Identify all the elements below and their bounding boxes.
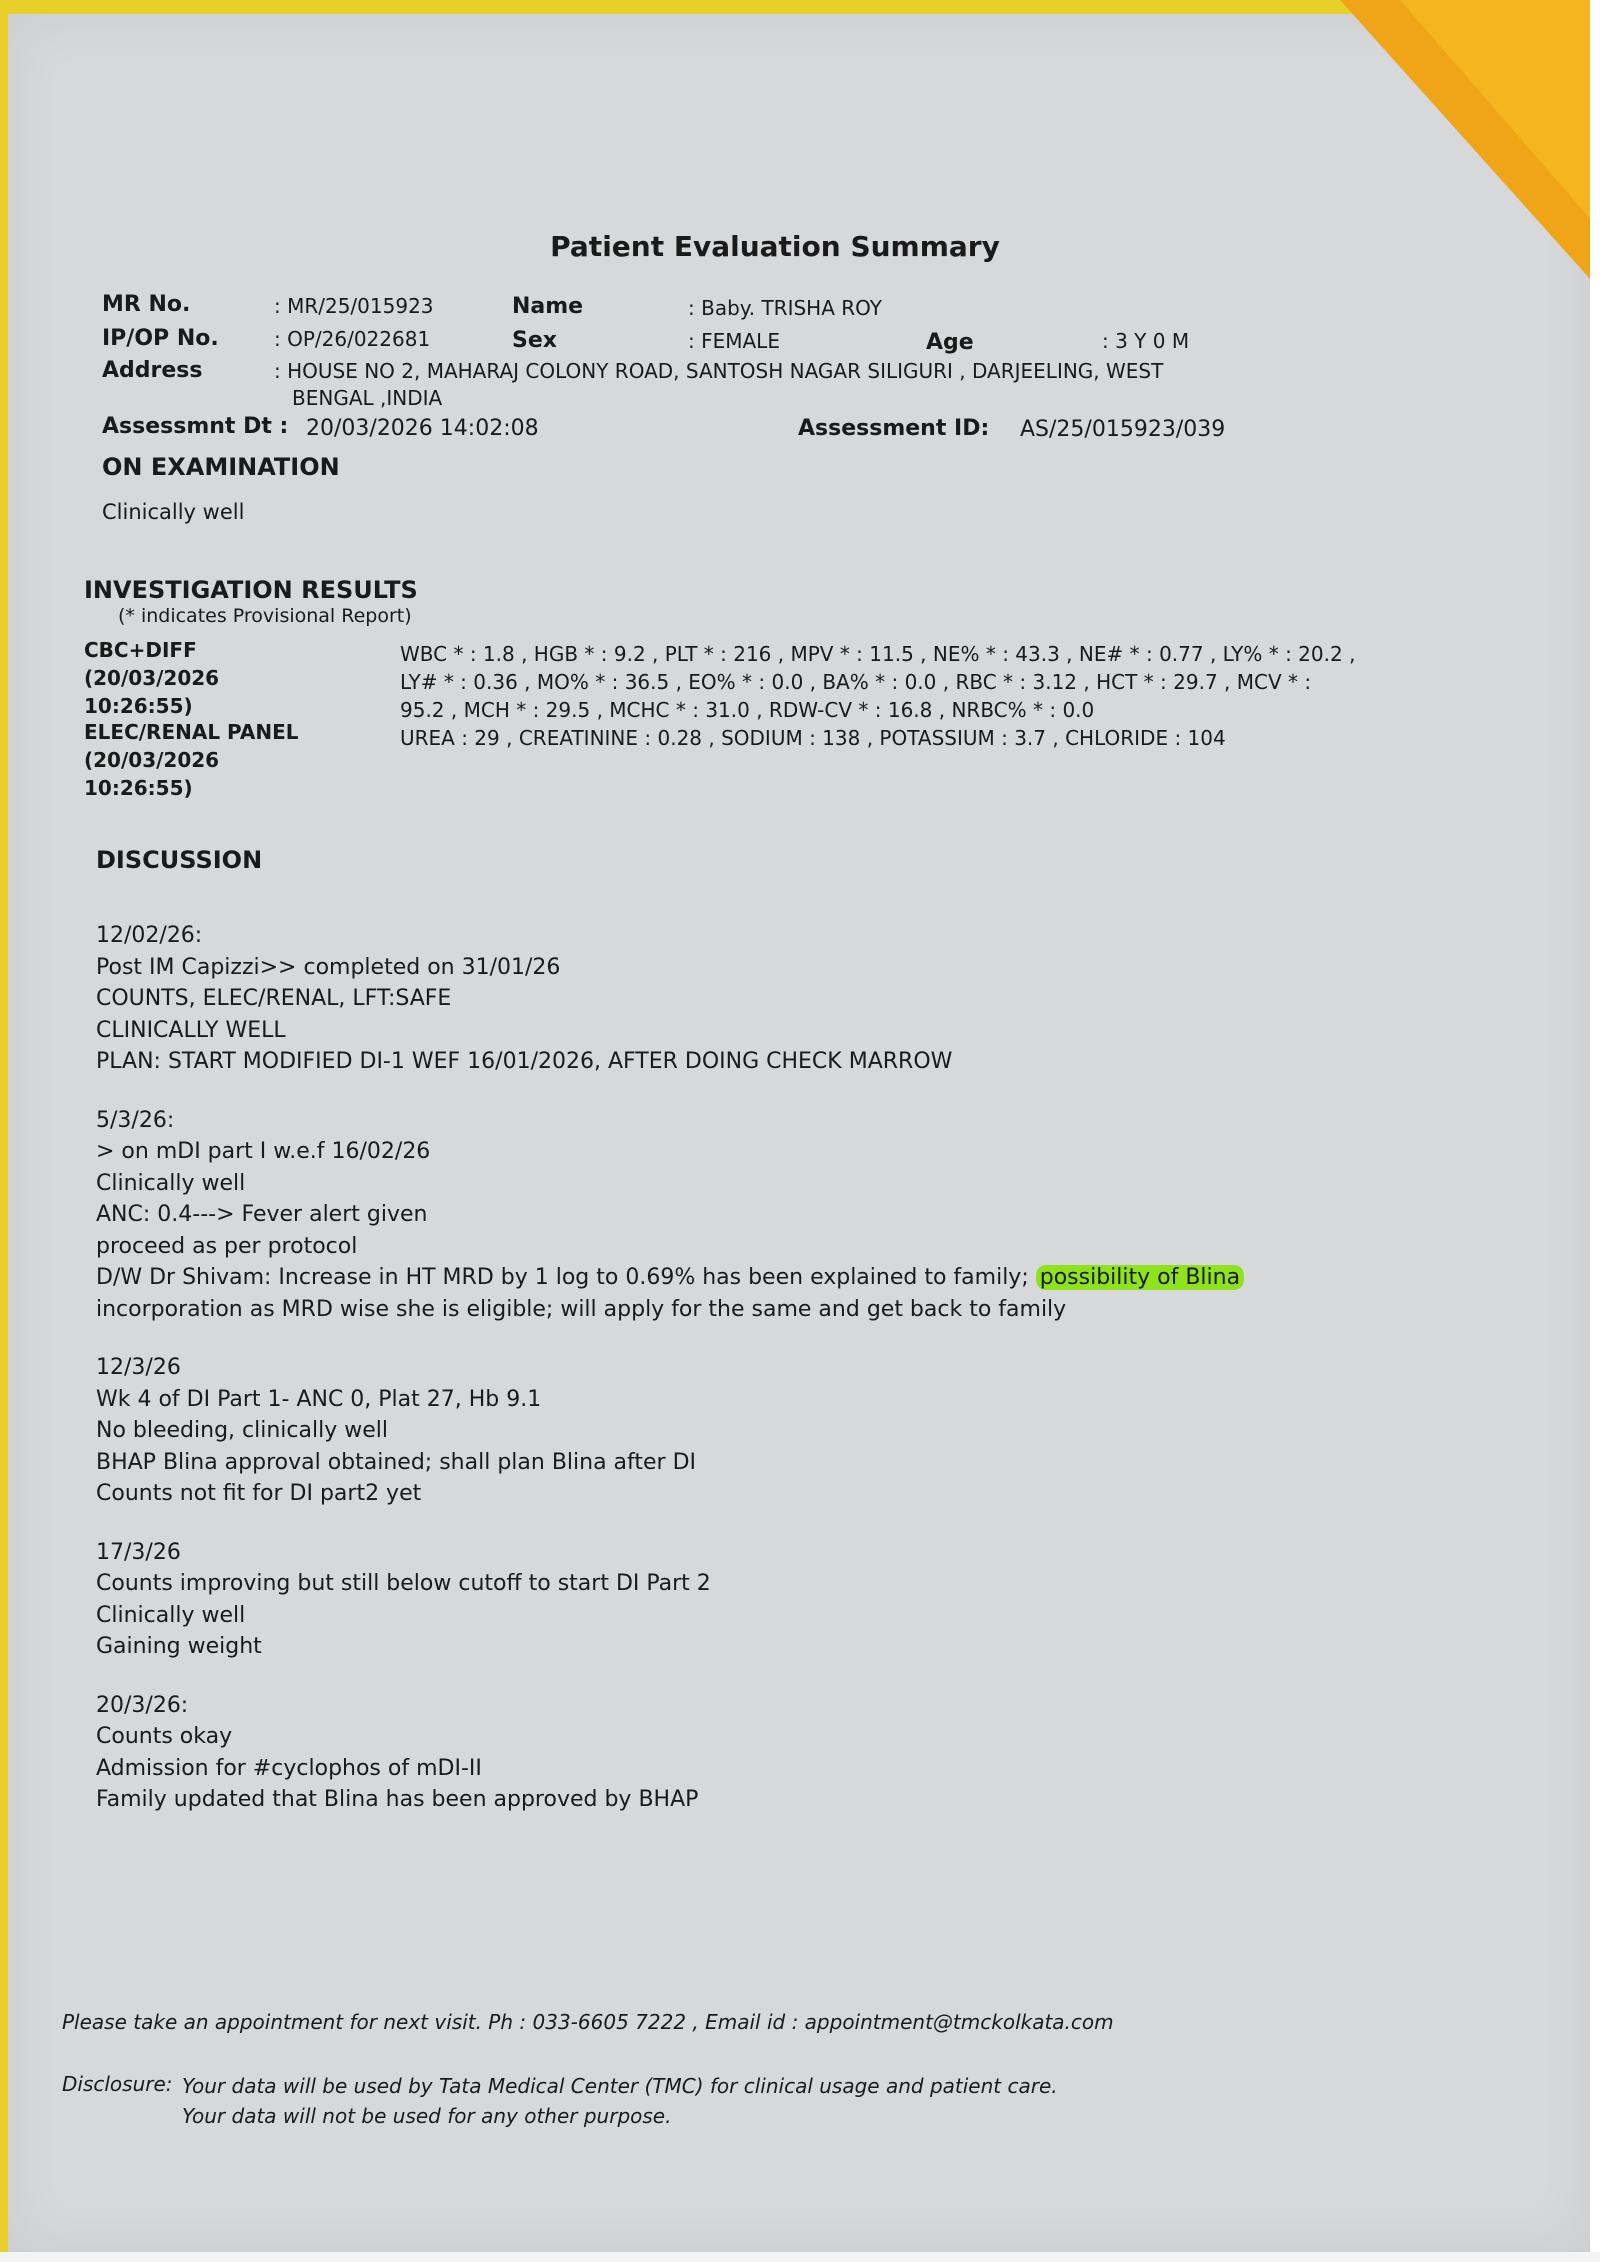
discussion-line: Clinically well xyxy=(96,1602,246,1628)
discussion-line: BHAP Blina approval obtained; shall plan Blina after DI xyxy=(96,1449,697,1475)
elec-renal-time-line: 10:26:55) xyxy=(84,776,193,800)
discussion-line: Counts not fit for DI part2 yet xyxy=(96,1481,422,1506)
discussion-line: incorporation as MRD wise she is eligible; will apply for the same and get back to family xyxy=(96,1296,1067,1322)
discussion-line: Counts okay xyxy=(96,1724,233,1749)
discussion-date: 17/3/26 xyxy=(96,1539,181,1565)
discussion-date: 12/02/26: xyxy=(96,923,203,948)
discussion-line: PLAN: START MODIFIED DI-1 WEF 16/01/2026, AFTER DOING CHECK MARROW xyxy=(96,1049,953,1074)
discussion-line-pre: D/W Dr Shivam: Increase in HT MRD by 1 log to 0.69% has been explained to family; xyxy=(96,1265,1036,1290)
cbc-diff-time-line: 10:26:55) xyxy=(84,694,193,718)
address-label: Address xyxy=(102,358,203,383)
elec-renal-label-line: ELEC/RENAL PANEL xyxy=(84,720,299,744)
sex-value: : FEMALE xyxy=(688,329,780,353)
discussion-line: Family updated that Blina has been approved by BHAP xyxy=(96,1787,699,1812)
discussion-line: Clinically well xyxy=(96,1170,246,1196)
disclosure-line-2: Your data will not be used for any other purpose. xyxy=(182,2104,672,2128)
name-value: : Baby. TRISHA ROY xyxy=(688,296,883,320)
discussion-heading: DISCUSSION xyxy=(96,846,263,874)
discussion-line: Gaining weight xyxy=(96,1634,262,1659)
elec-renal-date-line: (20/03/2026 xyxy=(84,748,220,772)
cbc-diff-date-line: (20/03/2026 xyxy=(84,666,220,690)
disclosure-label: Disclosure: xyxy=(62,2072,173,2096)
discussion-body xyxy=(96,920,1244,1816)
elec-renal-result: UREA : 29 , CREATININE : 0.28 , SODIUM : 138 , POTASSIUM : 3.7 , CHLORIDE : 104 xyxy=(400,726,1226,750)
assessment-id-label: Assessment ID: xyxy=(798,416,990,441)
address-line-2: BENGAL ,INDIA xyxy=(292,386,443,410)
address-line-1: : HOUSE NO 2, MAHARAJ COLONY ROAD, SANTOSH NAGAR SILIGURI , DARJEELING, WEST xyxy=(274,359,1164,383)
discussion-line: ANC: 0.4---> Fever alert given xyxy=(96,1202,428,1227)
name-label: Name xyxy=(512,294,584,319)
discussion-line: CLINICALLY WELL xyxy=(96,1017,286,1043)
discussion-date: 5/3/26: xyxy=(96,1107,175,1133)
assessment-date-value: 20/03/2026 14:02:08 xyxy=(306,416,539,441)
discussion-line: Admission for #cyclophos of mDI-II xyxy=(96,1755,482,1781)
examination-text: Clinically well xyxy=(102,500,245,524)
mr-no-value: : MR/25/015923 xyxy=(274,294,434,318)
examination-heading: ON EXAMINATION xyxy=(102,453,340,481)
page-bottom-edge xyxy=(0,2252,1600,2262)
page-title: Patient Evaluation Summary xyxy=(550,230,1000,263)
mr-no-label: MR No. xyxy=(102,292,191,317)
discussion-line: Wk 4 of DI Part 1- ANC 0, Plat 27, Hb 9.1 xyxy=(96,1386,542,1412)
discussion-date: 20/3/26: xyxy=(96,1692,189,1718)
ip-op-no-label: IP/OP No. xyxy=(102,326,219,351)
discussion-date: 12/3/26 xyxy=(96,1355,181,1380)
sex-label: Sex xyxy=(512,328,557,353)
assessment-id-value: AS/25/015923/039 xyxy=(1020,417,1226,442)
disclosure-line-1: Your data will be used by Tata Medical Center (TMC) for clinical usage and patient care. xyxy=(182,2074,1058,2098)
highlighted-text: possibility of Blina xyxy=(1036,1265,1244,1290)
discussion-line: > on mDI part I w.e.f 16/02/26 xyxy=(96,1139,431,1164)
folded-corner-shade xyxy=(1400,0,1600,230)
discussion-highlight-line xyxy=(96,1262,1244,1294)
cbc-diff-result: WBC * : 1.8 , HGB * : 9.2 , PLT * : 216 , MPV * : 11.5 , NE% * : 43.3 , NE# * : 0.77 , LY% * : 20.2 , LY# * : 0.36 , MO% * : 36.5 , EO% * : 0.0 , BA% * : 0.0 , RBC * : 3.12 , HCT * : 29.7 , MCV * : 95.2 , MCH * : 29.5 , MCHC * : 31.0 , RDW-CV * : 16.8 , NRBC% * : 0.0 xyxy=(400,642,1356,722)
ip-op-no-value: : OP/26/022681 xyxy=(274,327,431,351)
age-label: Age xyxy=(926,330,974,355)
discussion-line: COUNTS, ELEC/RENAL, LFT:SAFE xyxy=(96,986,452,1011)
appointment-note: Please take an appointment for next visit. Ph : 033-6605 7222 , Email id : appointment@tmckolkata.com xyxy=(62,2010,1114,2034)
discussion-line: proceed as per protocol xyxy=(96,1233,358,1259)
cbc-diff-label xyxy=(84,636,219,720)
elec-renal-label xyxy=(84,718,298,802)
age-value: : 3 Y 0 M xyxy=(1102,329,1190,353)
discussion-line: Post IM Capizzi>> completed on 31/01/26 xyxy=(96,954,561,980)
discussion-line: Counts improving but still below cutoff to start DI Part 2 xyxy=(96,1571,711,1596)
provisional-note: (* indicates Provisional Report) xyxy=(118,605,412,627)
discussion-line: No bleeding, clinically well xyxy=(96,1418,388,1443)
investigation-heading: INVESTIGATION RESULTS xyxy=(84,576,418,604)
cbc-diff-label-line: CBC+DIFF xyxy=(84,638,197,662)
assessment-date-label: Assessmnt Dt : xyxy=(102,414,289,439)
page-right-edge xyxy=(1590,0,1600,2262)
